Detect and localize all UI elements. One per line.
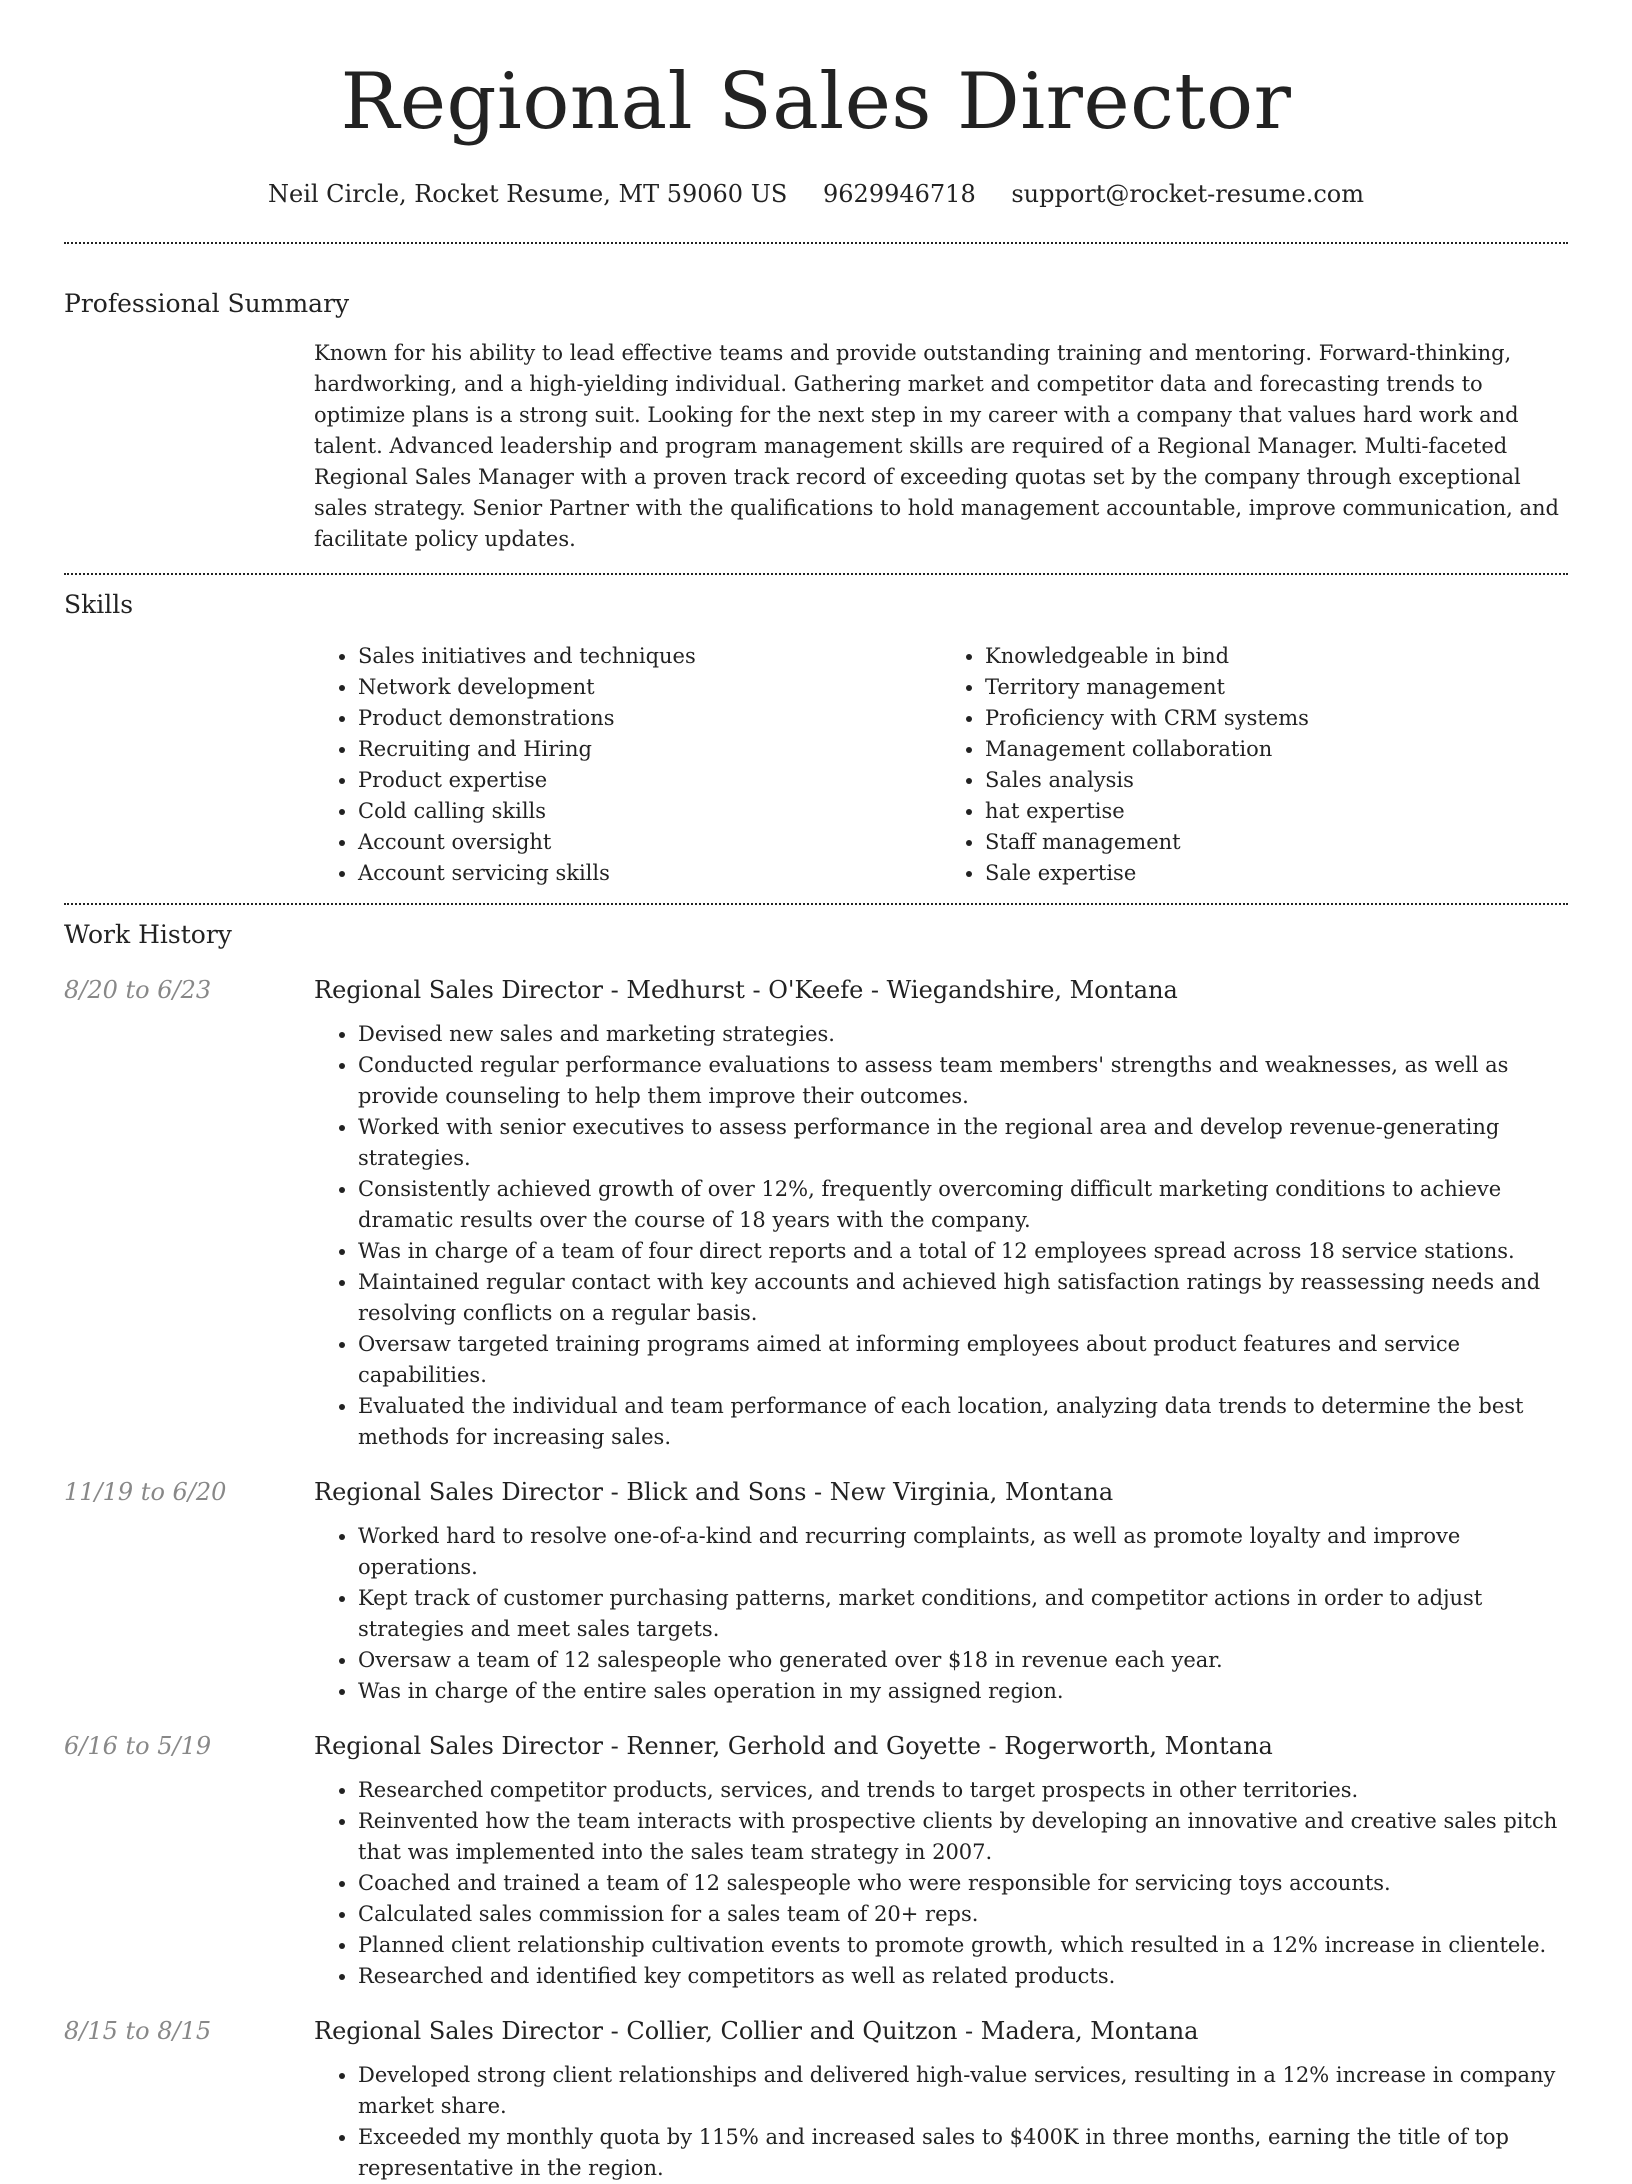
job-body [314, 1475, 1568, 1707]
job-bullet-list [314, 1019, 1568, 1453]
job-heading: Regional Sales Director - Renner, Gerhold and Goyette - Rogerworth, Montana [314, 1732, 1273, 1760]
work-history-title: Work History [64, 920, 232, 949]
job-bullet: • Conducted regular performance evaluations to assess team members' strengths and weaknesses, as well as provide counseling to help them improve their outcomes. [358, 1050, 1568, 1112]
skill-item: • Account servicing skills [358, 858, 941, 889]
skill-item: • Proficiency with CRM systems [985, 703, 1568, 734]
contact-email: support@rocket-resume.com [1011, 180, 1364, 208]
summary-section [64, 244, 1568, 555]
job-bullet: • Planned client relationship cultivation events to promote growth, which resulted in a 12% increase in clientele. [358, 1930, 1568, 1961]
contact-line [64, 178, 1568, 210]
summary-text: Known for his ability to lead effective teams and provide outstanding training and mentoring. Forward-thinking, hardworking, and a high-yielding individual. Gathering market and competitor data and forecasting trends to optimize plans is a strong suit. Looking for the next step in my career with a company that values hard work and talent. Advanced leadership and program management skills are required of a Regional Manager. Multi-faceted Regional Sales Manager with a proven track record of exceeding quotas set by the company through exceptional sales strategy. Senior Partner with the qualifications to hold management accountable, improve communication, and facilitate policy updates. [314, 341, 1559, 551]
job-dates: 6/16 to 5/19 [64, 1732, 212, 1760]
job-entry [64, 1475, 1568, 1707]
skill-item: • hat expertise [985, 796, 1568, 827]
skill-item: • Network development [358, 672, 941, 703]
job-bullet: • Calculated sales commission for a sales team of 20+ reps. [358, 1899, 1568, 1930]
job-bullet: • Maintained regular contact with key accounts and achieved high satisfaction ratings by reassessing needs and resolving conflicts on a regular basis. [358, 1267, 1568, 1329]
job-heading: Regional Sales Director - Blick and Sons - New Virginia, Montana [314, 1478, 1114, 1506]
job-bullet: • Was in charge of the entire sales operation in my assigned region. [358, 1676, 1568, 1707]
job-entry [64, 1729, 1568, 1992]
job-dates: 8/20 to 6/23 [64, 976, 212, 1004]
skill-item: • Sale expertise [985, 858, 1568, 889]
skill-item: • Account oversight [358, 827, 941, 858]
job-bullet-list [314, 1521, 1568, 1707]
job-bullet: • Developed strong client relationships and delivered high-value services, resulting in a 12% increase in company market share. [358, 2060, 1568, 2122]
job-body [314, 1729, 1568, 1992]
skills-list-left [314, 641, 941, 889]
job-bullet: • Researched competitor products, services, and trends to target prospects in other territories. [358, 1775, 1568, 1806]
job-bullet: • Devised new sales and marketing strategies. [358, 1019, 1568, 1050]
skill-item: • Product demonstrations [358, 703, 941, 734]
job-bullet: • Researched and identified key competitors as well as related products. [358, 1961, 1568, 1992]
summary-title: Professional Summary [64, 289, 350, 318]
skill-item: • Recruiting and Hiring [358, 734, 941, 765]
job-bullet-list [314, 1775, 1568, 1992]
job-heading: Regional Sales Director - Collier, Collier and Quitzon - Madera, Montana [314, 2017, 1199, 2045]
skills-section [64, 575, 1568, 889]
skills-list-right [941, 641, 1568, 889]
skill-item: • Management collaboration [985, 734, 1568, 765]
skill-item: • Knowledgeable in bind [985, 641, 1568, 672]
work-history-section [64, 905, 1568, 2184]
job-heading: Regional Sales Director - Medhurst - O'Keefe - Wiegandshire, Montana [314, 976, 1178, 1004]
job-bullet: • Coached and trained a team of 12 salespeople who were responsible for servicing toys accounts. [358, 1868, 1568, 1899]
contact-address: Neil Circle, Rocket Resume, MT 59060 US [268, 180, 788, 208]
job-bullet: • Oversaw targeted training programs aimed at informing employees about product features and service capabilities. [358, 1329, 1568, 1391]
skill-item: • Staff management [985, 827, 1568, 858]
job-bullet: • Consistently achieved growth of over 12%, frequently overcoming difficult marketing conditions to achieve dramatic results over the course of 18 years with the company. [358, 1174, 1568, 1236]
skill-item: • Territory management [985, 672, 1568, 703]
job-bullet: • Kept track of customer purchasing patterns, market conditions, and competitor actions in order to adjust strategies and meet sales targets. [358, 1583, 1568, 1645]
skill-item: • Sales analysis [985, 765, 1568, 796]
skills-title: Skills [64, 590, 134, 619]
job-bullet: • Worked hard to resolve one-of-a-kind and recurring complaints, as well as promote loyalty and improve operations. [358, 1521, 1568, 1583]
skills-grid [314, 641, 1568, 889]
job-list [64, 973, 1568, 2184]
skill-item: • Sales initiatives and techniques [358, 641, 941, 672]
job-dates: 11/19 to 6/20 [64, 1478, 227, 1506]
skill-item: • Cold calling skills [358, 796, 941, 827]
job-bullet: • Reinvented how the team interacts with prospective clients by developing an innovative and creative sales pitch that was implemented into the sales team strategy in 2007. [358, 1806, 1568, 1868]
skill-item: • Product expertise [358, 765, 941, 796]
page-title: Regional Sales Director [340, 57, 1292, 147]
job-bullet-list [314, 2060, 1568, 2184]
job-entry [64, 973, 1568, 1453]
job-bullet: • Worked with senior executives to assess performance in the regional area and develop revenue-generating strategies. [358, 1112, 1568, 1174]
contact-phone: 9629946718 [823, 180, 976, 208]
job-bullet: • Exceeded my monthly quota by 115% and increased sales to $400K in three months, earning the title of top representative in the region. [358, 2122, 1568, 2184]
job-dates: 8/15 to 8/15 [64, 2017, 212, 2045]
job-bullet: • Oversaw a team of 12 salespeople who generated over $18 in revenue each year. [358, 1645, 1568, 1676]
job-bullet: • Evaluated the individual and team performance of each location, analyzing data trends to determine the best methods for increasing sales. [358, 1391, 1568, 1453]
job-bullet: • Was in charge of a team of four direct reports and a total of 12 employees spread across 18 service stations. [358, 1236, 1568, 1267]
job-body [314, 2014, 1568, 2184]
job-entry [64, 2014, 1568, 2184]
job-body [314, 973, 1568, 1453]
resume-header [64, 0, 1568, 210]
